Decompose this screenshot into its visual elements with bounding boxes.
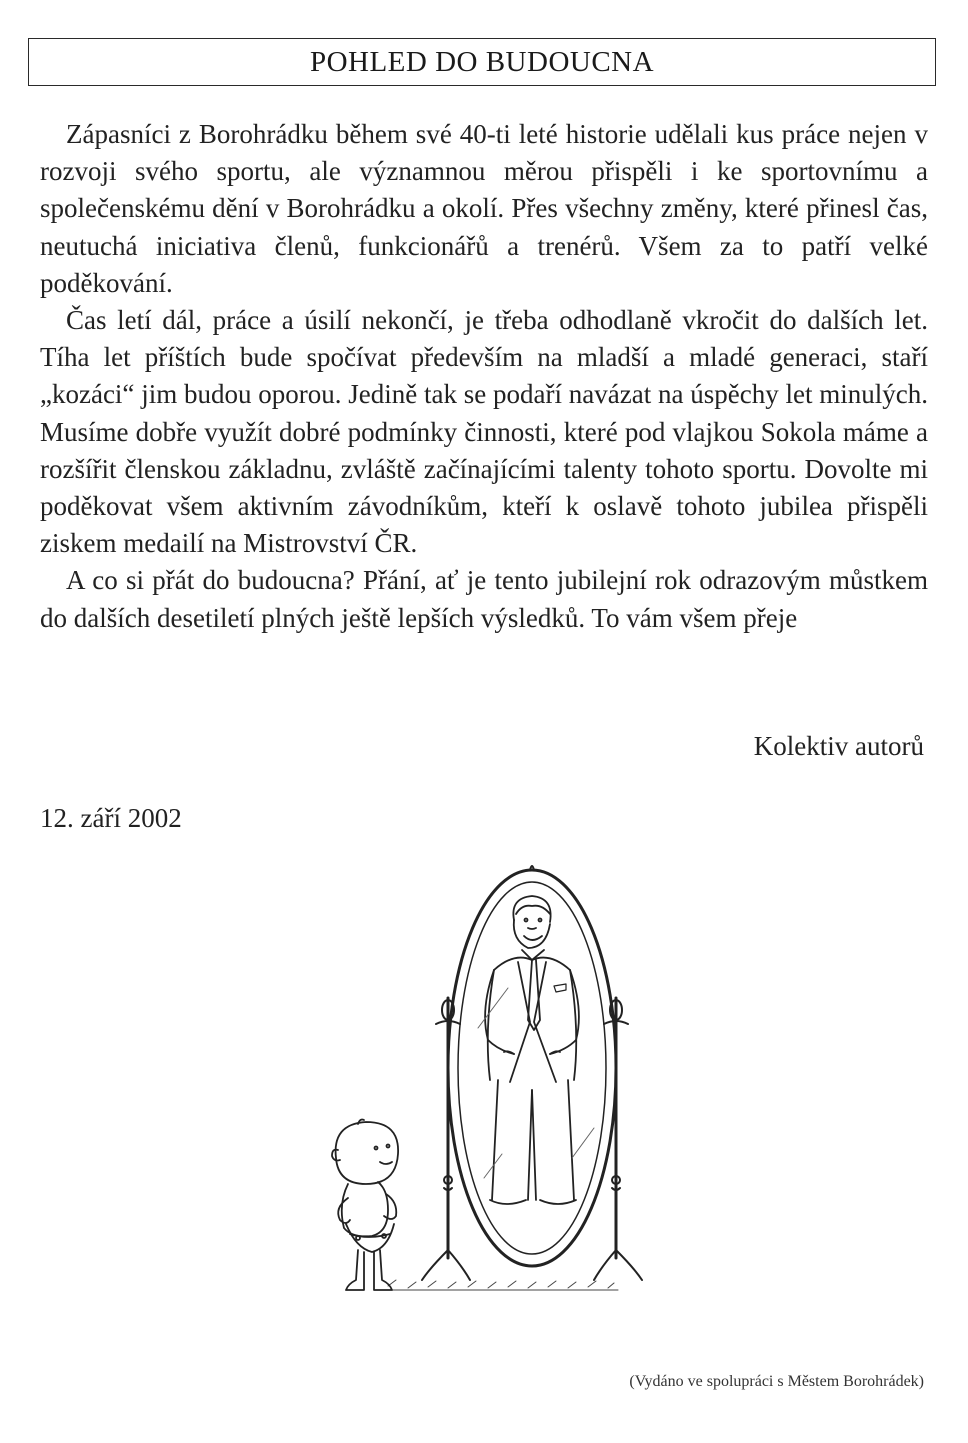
man-reflection: [478, 896, 594, 1204]
page-title: POHLED DO BUDOUCNA: [309, 45, 655, 78]
footnote: (Vydáno ve spolupráci s Městem Borohrádek): [629, 1373, 924, 1390]
article-body: [40, 116, 928, 637]
mirror-cartoon-illustration: [318, 858, 648, 1320]
paragraph-2: Čas letí dál, práce a úsilí nekončí, je třeba odhodlaně vkročit do dalších let. Tíha let příštích bude spočívat především na mladší a mladé generaci, staří „kozáci“ jim budou oporou. Jedině tak se podaří navázat na úspěchy let minulých. Musíme dobře využít dobré podmínky činnosti, které pod vlajkou Sokola máme a rozšířit členskou základnu, zvláště začínajícími talenty tohoto sportu. Dovolte mi poděkovat všem aktivním závodníkům, kteří k oslavě tohoto jubilea přispěli ziskem medailí na Mistrovství ČR.: [40, 305, 928, 559]
paragraph-3: A co si přát do budoucna? Přání, ať je tento jubilejní rok odrazovým můstkem do dalších desetiletí plných ještě lepších výsledků. To vám všem přeje: [40, 565, 928, 633]
mirror-frame: [448, 866, 616, 1266]
title-box: [28, 38, 936, 86]
baby-figure: [332, 1120, 398, 1291]
floor-shading: [378, 1280, 618, 1290]
paragraph-1: Zápasníci z Borohrádku během své 40-ti leté historie udělali kus práce nejen v rozvoji svého sportu, ale významnou měrou přispěli i ke sportovnímu a společenskému dění v Borohrádku a okolí. Přes všechny změny, které přinesl čas, neutuchá iniciativa členů, funkcionářů a trenérů. Všem za to patří velké poděkování.: [40, 119, 928, 298]
signature: Kolektiv autorů: [753, 731, 924, 761]
date: 12. září 2002: [40, 803, 182, 833]
